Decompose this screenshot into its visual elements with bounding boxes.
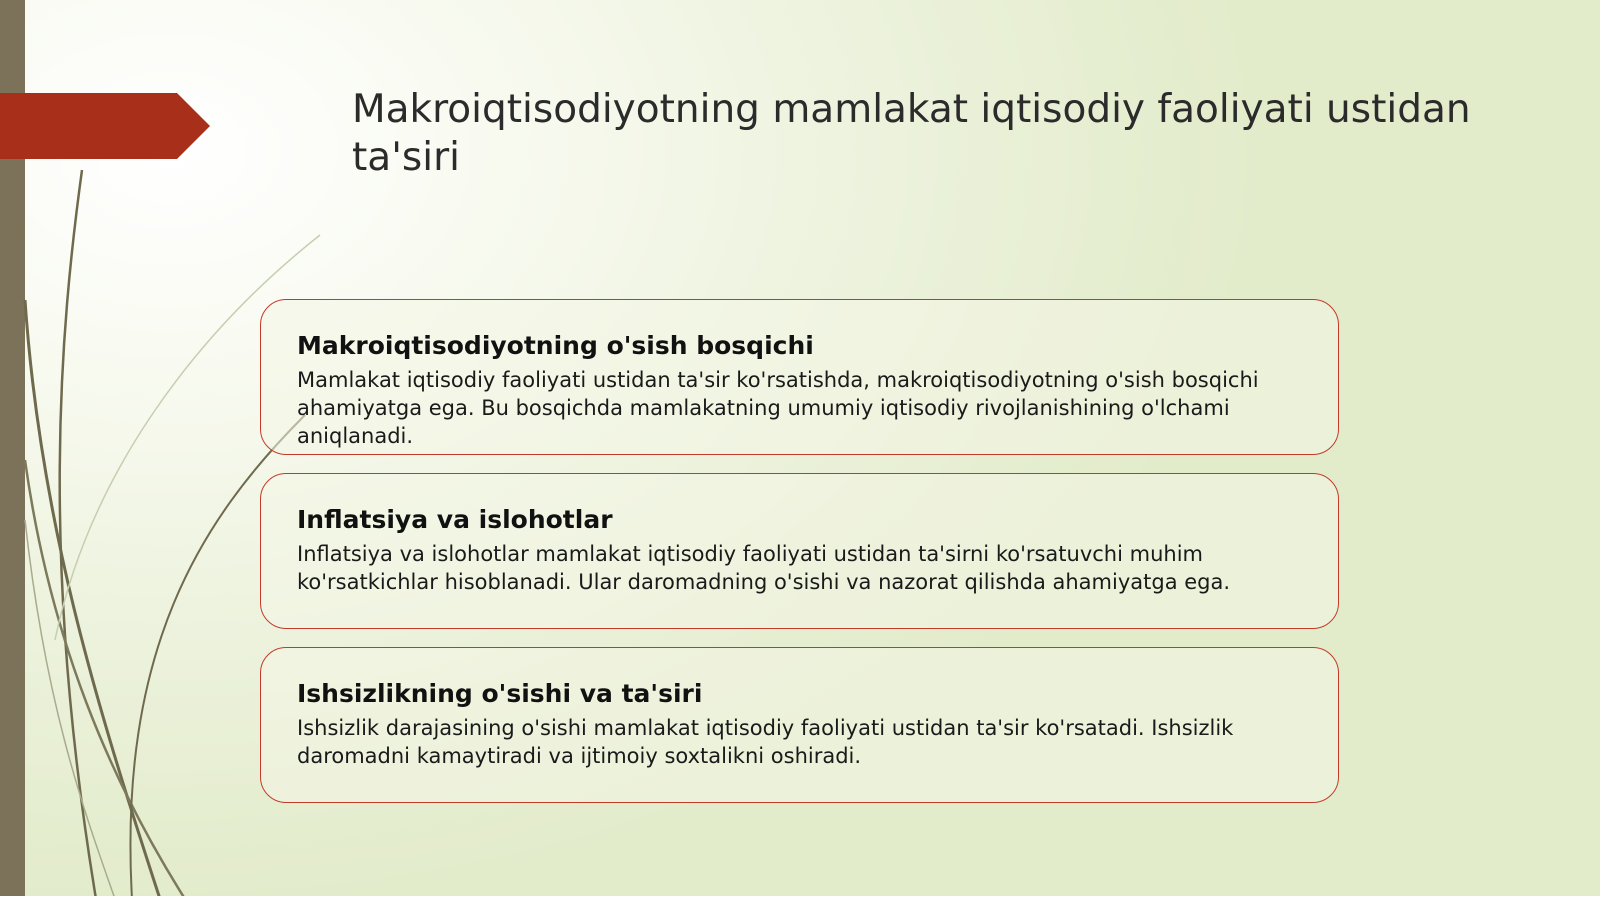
card-text: Mamlakat iqtisodiy faoliyati ustidan ta'sir ko'rsatishda, makroiqtisodiyotning o'sish bosqichi ahamiyatga ega. Bu bosqichda mamlakatning umumiy iqtisodiy rivojlanishining o'lchami aniqlanadi. (297, 368, 1259, 448)
info-card-inflation (260, 473, 1339, 629)
card-text: Ishsizlik darajasining o'sishi mamlakat iqtisodiy faoliyati ustidan ta'sir ko'rsatadi. Ishsizlik daromadni kamaytiradi va ijtimoiy soxtalikni oshiradi. (297, 716, 1234, 768)
slide-title: Makroiqtisodiyotning mamlakat iqtisodiy faoliyati ustidan ta'siri (352, 87, 1471, 180)
card-text: Inflatsiya va islohotlar mamlakat iqtisodiy faoliyati ustidan ta'sirni ko'rsatuvchi muhim ko'rsatkichlar hisoblanadi. Ular daromadning o'sishi va nazorat qilishda ahamiyatga ega. (297, 542, 1231, 594)
title-arrow-banner (0, 93, 210, 159)
card-heading: Ishsizlikning o'sishi va ta'siri (297, 679, 703, 708)
info-card-growth-stage (260, 299, 1339, 455)
info-card-unemployment (260, 647, 1339, 803)
card-heading: Makroiqtisodiyotning o'sish bosqichi (297, 331, 814, 360)
card-heading: Inflatsiya va islohotlar (297, 505, 613, 534)
